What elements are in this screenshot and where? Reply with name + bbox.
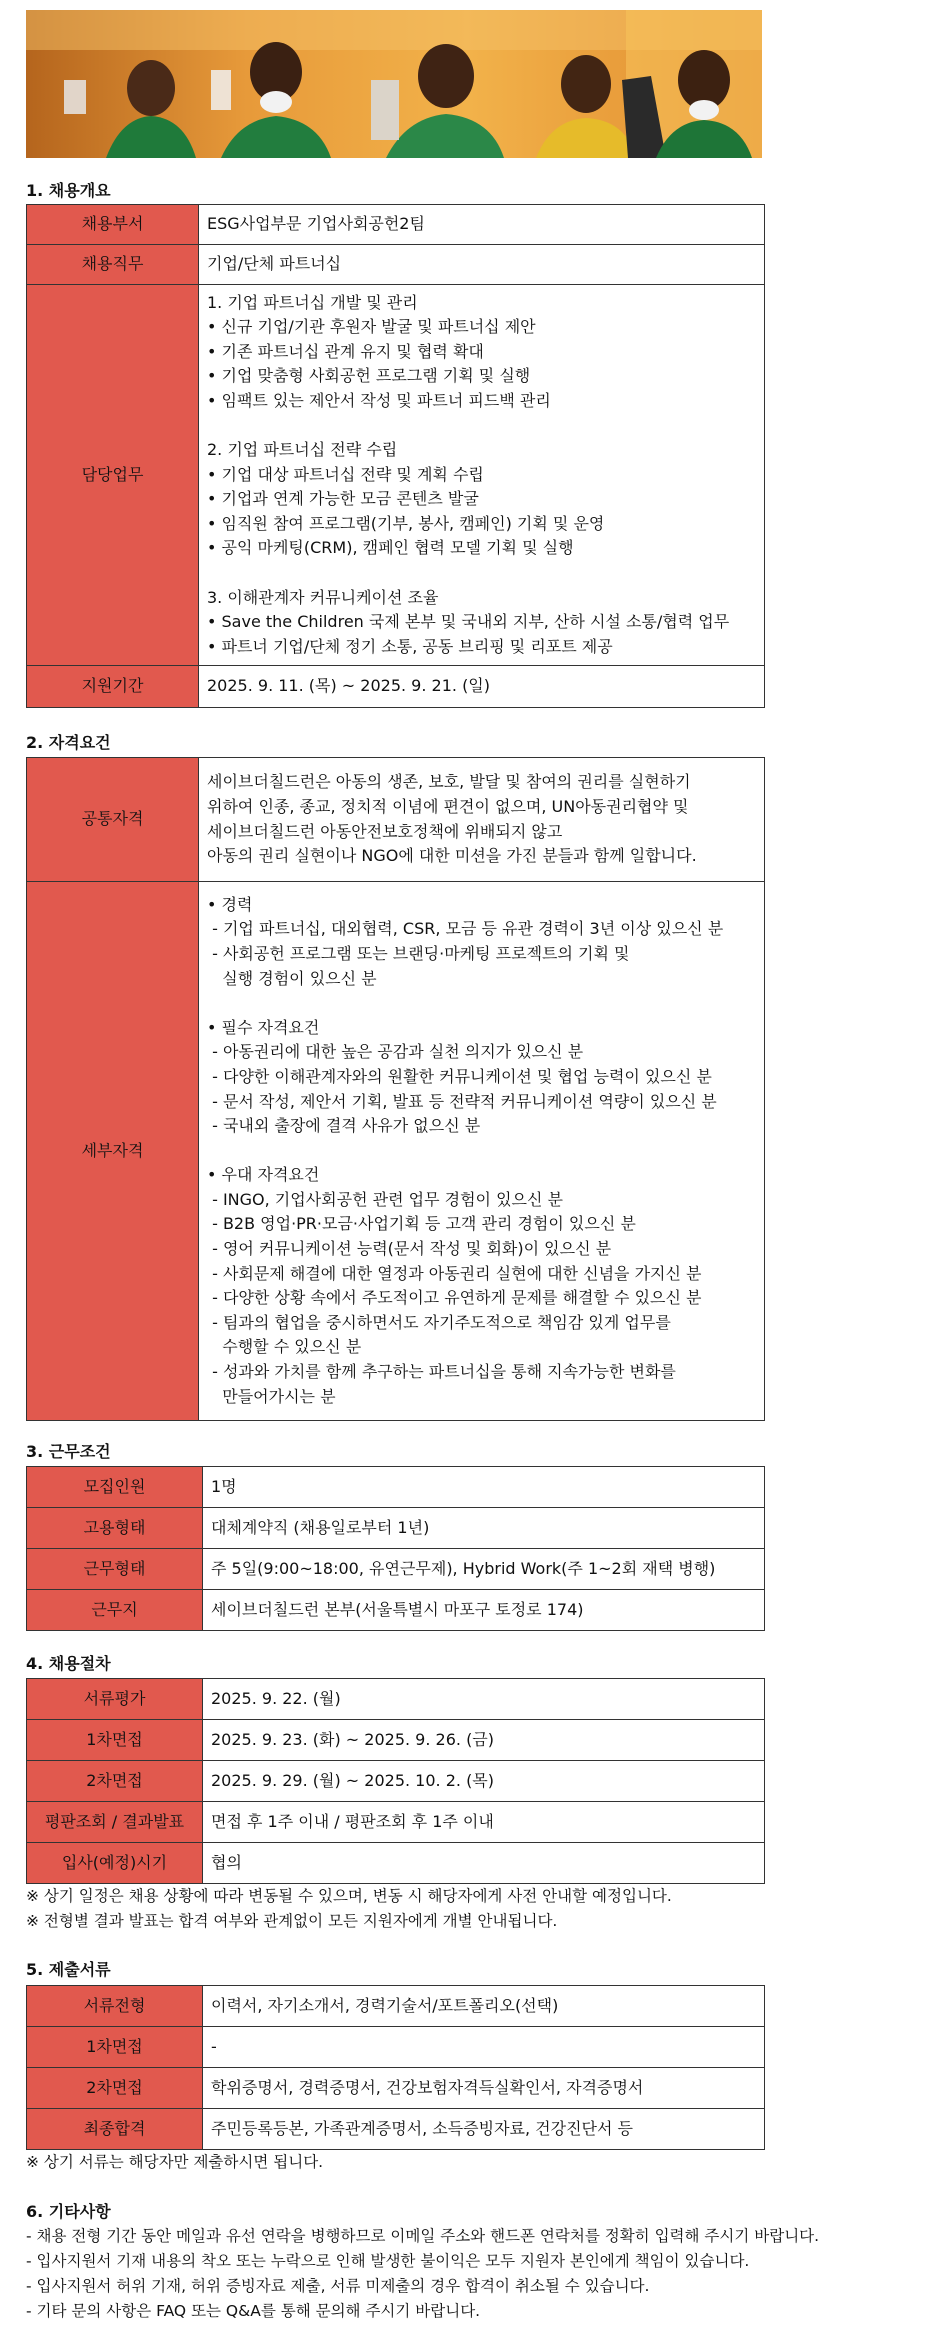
row-label: 서류평가: [27, 1679, 203, 1720]
row-label: 1차면접: [27, 1720, 203, 1761]
row-value: 주 5일(9:00~18:00, 유연근무제), Hybrid Work(주 1~2회 재택 병행): [203, 1549, 765, 1590]
row-label: 근무지: [27, 1590, 203, 1631]
row-value: 세이브더칠드런은 아동의 생존, 보호, 발달 및 참여의 권리를 실현하기 위하여 인종, 종교, 정치적 이념에 편견이 없으며, UN아동권리협약 및 세이브더칠드런 아동안전보호정책에 위배되지 않고 아동의 권리 실현이나 NGO에 대한 미션을 가진 분들과 함께 일합니다.: [199, 758, 765, 882]
row-label: 최종합격: [27, 2109, 203, 2150]
row-value: -: [203, 2027, 765, 2068]
table-row: [27, 758, 765, 882]
table-row: [27, 1508, 765, 1549]
row-label: 채용부서: [27, 205, 199, 245]
table-row: [27, 1549, 765, 1590]
table-documents: [26, 1985, 765, 2150]
row-label: 담당업무: [27, 285, 199, 666]
row-value: ESG사업부문 기업사회공헌2팀: [199, 205, 765, 245]
table-conditions: [26, 1466, 765, 1631]
etc-note: - 기타 문의 사항은 FAQ 또는 Q&A를 통해 문의해 주시기 바랍니다.: [26, 2302, 481, 2320]
row-value: 협의: [203, 1843, 765, 1884]
row-label: 채용직무: [27, 245, 199, 285]
etc-note: - 입사지원서 기재 내용의 착오 또는 누락으로 인해 발생한 불이익은 모두 지원자 본인에게 책임이 있습니다.: [26, 2252, 750, 2270]
table-row: [27, 1679, 765, 1720]
row-value: 기업/단체 파트너십: [199, 245, 765, 285]
row-label: 1차면접: [27, 2027, 203, 2068]
table-row: [27, 285, 765, 666]
table-row: [27, 1761, 765, 1802]
table-row: [27, 1590, 765, 1631]
row-value: 2025. 9. 23. (화) ~ 2025. 9. 26. (금): [203, 1720, 765, 1761]
table-row: [27, 1802, 765, 1843]
row-value: 면접 후 1주 이내 / 평판조회 후 1주 이내: [203, 1802, 765, 1843]
row-label: 고용형태: [27, 1508, 203, 1549]
row-label: 지원기간: [27, 666, 199, 708]
section-title-qualifications: 2. 자격요건: [26, 733, 111, 752]
row-label: 서류전형: [27, 1986, 203, 2027]
table-row: [27, 1986, 765, 2027]
row-label: 평판조회 / 결과발표: [27, 1802, 203, 1843]
etc-note: - 채용 전형 기간 동안 메일과 유선 연락을 병행하므로 이메일 주소와 핸드폰 연락처를 정확히 입력해 주시기 바랍니다.: [26, 2227, 820, 2245]
row-value: 대체계약직 (채용일로부터 1년): [203, 1508, 765, 1549]
table-row: [27, 245, 765, 285]
row-label: 입사(예정)시기: [27, 1843, 203, 1884]
section-title-etc: 6. 기타사항: [26, 2202, 111, 2221]
table-process: [26, 1678, 765, 1884]
row-value: 세이브더칠드런 본부(서울특별시 마포구 토정로 174): [203, 1590, 765, 1631]
table-row: [27, 1467, 765, 1508]
row-label: 공통자격: [27, 758, 199, 882]
table-row: [27, 2068, 765, 2109]
table-row: [27, 2027, 765, 2068]
row-label: 근무형태: [27, 1549, 203, 1590]
row-value: 1명: [203, 1467, 765, 1508]
table-row: [27, 1720, 765, 1761]
table-row: [27, 666, 765, 708]
table-row: [27, 2109, 765, 2150]
documents-note: ※ 상기 서류는 해당자만 제출하시면 됩니다.: [26, 2153, 324, 2171]
row-value: 주민등록등본, 가족관계증명서, 소득증빙자료, 건강진단서 등: [203, 2109, 765, 2150]
row-value: 2025. 9. 29. (월) ~ 2025. 10. 2. (목): [203, 1761, 765, 1802]
row-value: 1. 기업 파트너십 개발 및 관리 • 신규 기업/기관 후원자 발굴 및 파트너십 제안 • 기존 파트너십 관계 유지 및 협력 확대 • 기업 맞춤형 사회공헌 프로그램 기획 및 실행 • 임팩트 있는 제안서 작성 및 파트너 피드백 관리 2. 기업 파트너십 전략 수립 • 기업 대상 파트너십 전략 및 계획 수립 • 기업과 연계 가능한 모금 콘텐츠 발굴 • 임직원 참여 프로그램(기부, 봉사, 캠페인) 기획 및 운영 • 공익 마케팅(CRM), 캠페인 협력 모델 기획 및 실행 3. 이해관계자 커뮤니케이션 조율 • Save the Children 국제 본부 및 국내외 지부, 산하 시설 소통/협력 업무 • 파트너 기업/단체 정기 소통, 공동 브리핑 및 리포트 제공: [199, 285, 765, 666]
process-note: ※ 전형별 결과 발표는 합격 여부와 관계없이 모든 지원자에게 개별 안내됩니다.: [26, 1912, 558, 1930]
section-title-process: 4. 채용절차: [26, 1654, 111, 1673]
row-value: 2025. 9. 22. (월): [203, 1679, 765, 1720]
table-qualifications: [26, 757, 765, 1421]
banner-photo: [26, 10, 762, 158]
table-row: [27, 882, 765, 1421]
section-title-documents: 5. 제출서류: [26, 1960, 111, 1979]
table-row: [27, 205, 765, 245]
row-value: 학위증명서, 경력증명서, 건강보험자격득실확인서, 자격증명서: [203, 2068, 765, 2109]
section-title-conditions: 3. 근무조건: [26, 1442, 111, 1461]
row-value: • 경력 - 기업 파트너십, 대외협력, CSR, 모금 등 유관 경력이 3년 이상 있으신 분 - 사회공헌 프로그램 또는 브랜딩·마케팅 프로젝트의 기획 및 실행 경험이 있으신 분 • 필수 자격요건 - 아동권리에 대한 높은 공감과 실천 의지가 있으신 분 - 다양한 이해관계자와의 원활한 커뮤니케이션 및 협업 능력이 있으신 분 - 문서 작성, 제안서 기획, 발표 등 전략적 커뮤니케이션 역량이 있으신 분 - 국내외 출장에 결격 사유가 없으신 분 • 우대 자격요건 - INGO, 기업사회공헌 관련 업무 경험이 있으신 분 - B2B 영업·PR·모금·사업기획 등 고객 관리 경험이 있으신 분 - 영어 커뮤니케이션 능력(문서 작성 및 회화)이 있으신 분 - 사회문제 해결에 대한 열정과 아동권리 실현에 대한 신념을 가지신 분 - 다양한 상황 속에서 주도적이고 유연하게 문제를 해결할 수 있으신 분 - 팀과의 협업을 중시하면서도 자기주도적으로 책임감 있게 업무를 수행할 수 있으신 분 - 성과와 가치를 함께 추구하는 파트너십을 통해 지속가능한 변화를 만들어가시는 분: [199, 882, 765, 1421]
row-label: 모집인원: [27, 1467, 203, 1508]
section-title-overview: 1. 채용개요: [26, 181, 111, 200]
row-value: 2025. 9. 11. (목) ~ 2025. 9. 21. (일): [199, 666, 765, 708]
table-overview: [26, 204, 765, 708]
table-row: [27, 1843, 765, 1884]
row-label: 2차면접: [27, 2068, 203, 2109]
etc-note: - 입사지원서 허위 기재, 허위 증빙자료 제출, 서류 미제출의 경우 합격이 취소될 수 있습니다.: [26, 2277, 650, 2295]
process-note: ※ 상기 일정은 채용 상황에 따라 변동될 수 있으며, 변동 시 해당자에게 사전 안내할 예정입니다.: [26, 1887, 672, 1905]
banner-illustration: [26, 10, 762, 158]
row-label: 2차면접: [27, 1761, 203, 1802]
row-label: 세부자격: [27, 882, 199, 1421]
row-value: 이력서, 자기소개서, 경력기술서/포트폴리오(선택): [203, 1986, 765, 2027]
